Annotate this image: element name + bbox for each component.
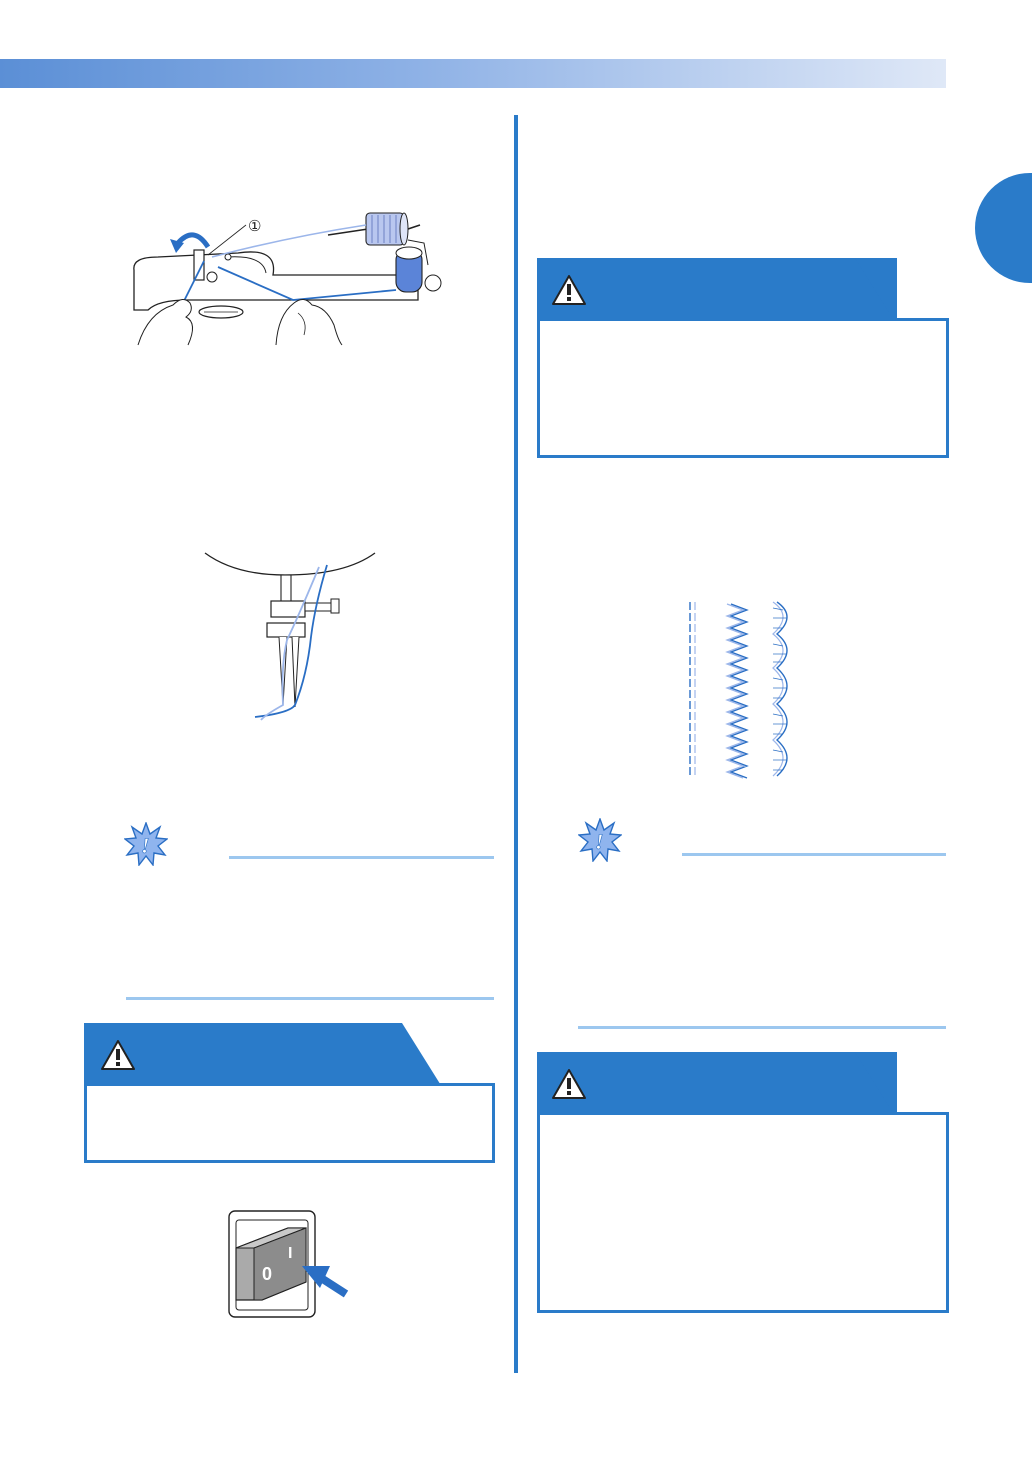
thread-guide-illustration <box>128 195 458 350</box>
svg-text:!: ! <box>595 829 604 854</box>
caution-tab <box>84 1023 444 1087</box>
warning-icon <box>551 274 587 306</box>
caution-body <box>537 318 949 458</box>
caution-tab <box>537 258 897 322</box>
callout-number: ① <box>248 218 262 235</box>
note-icon <box>578 818 622 862</box>
column-divider <box>514 115 518 1373</box>
caution-box <box>537 1052 949 1313</box>
caution-body <box>537 1112 949 1313</box>
twin-needle-illustration <box>195 545 385 725</box>
caution-tab <box>537 1052 897 1116</box>
warning-icon <box>100 1039 136 1071</box>
warning-icon <box>551 1068 587 1100</box>
caution-box <box>84 1023 495 1163</box>
caution-box <box>537 258 949 458</box>
caution-body <box>84 1083 495 1163</box>
header-bar <box>0 59 946 88</box>
note-rule-top <box>682 853 946 856</box>
stitch-pattern-illustration <box>683 598 803 783</box>
note-rule-top <box>229 856 494 859</box>
switch-on-label: I <box>288 1245 293 1262</box>
svg-text:!: ! <box>141 833 150 858</box>
chapter-tab <box>975 173 1032 283</box>
switch-off-label: 0 <box>262 1264 273 1284</box>
note-rule-bottom <box>578 1026 946 1029</box>
note-icon <box>124 822 168 866</box>
power-switch-illustration <box>226 1208 356 1320</box>
note-rule-bottom <box>126 997 494 1000</box>
